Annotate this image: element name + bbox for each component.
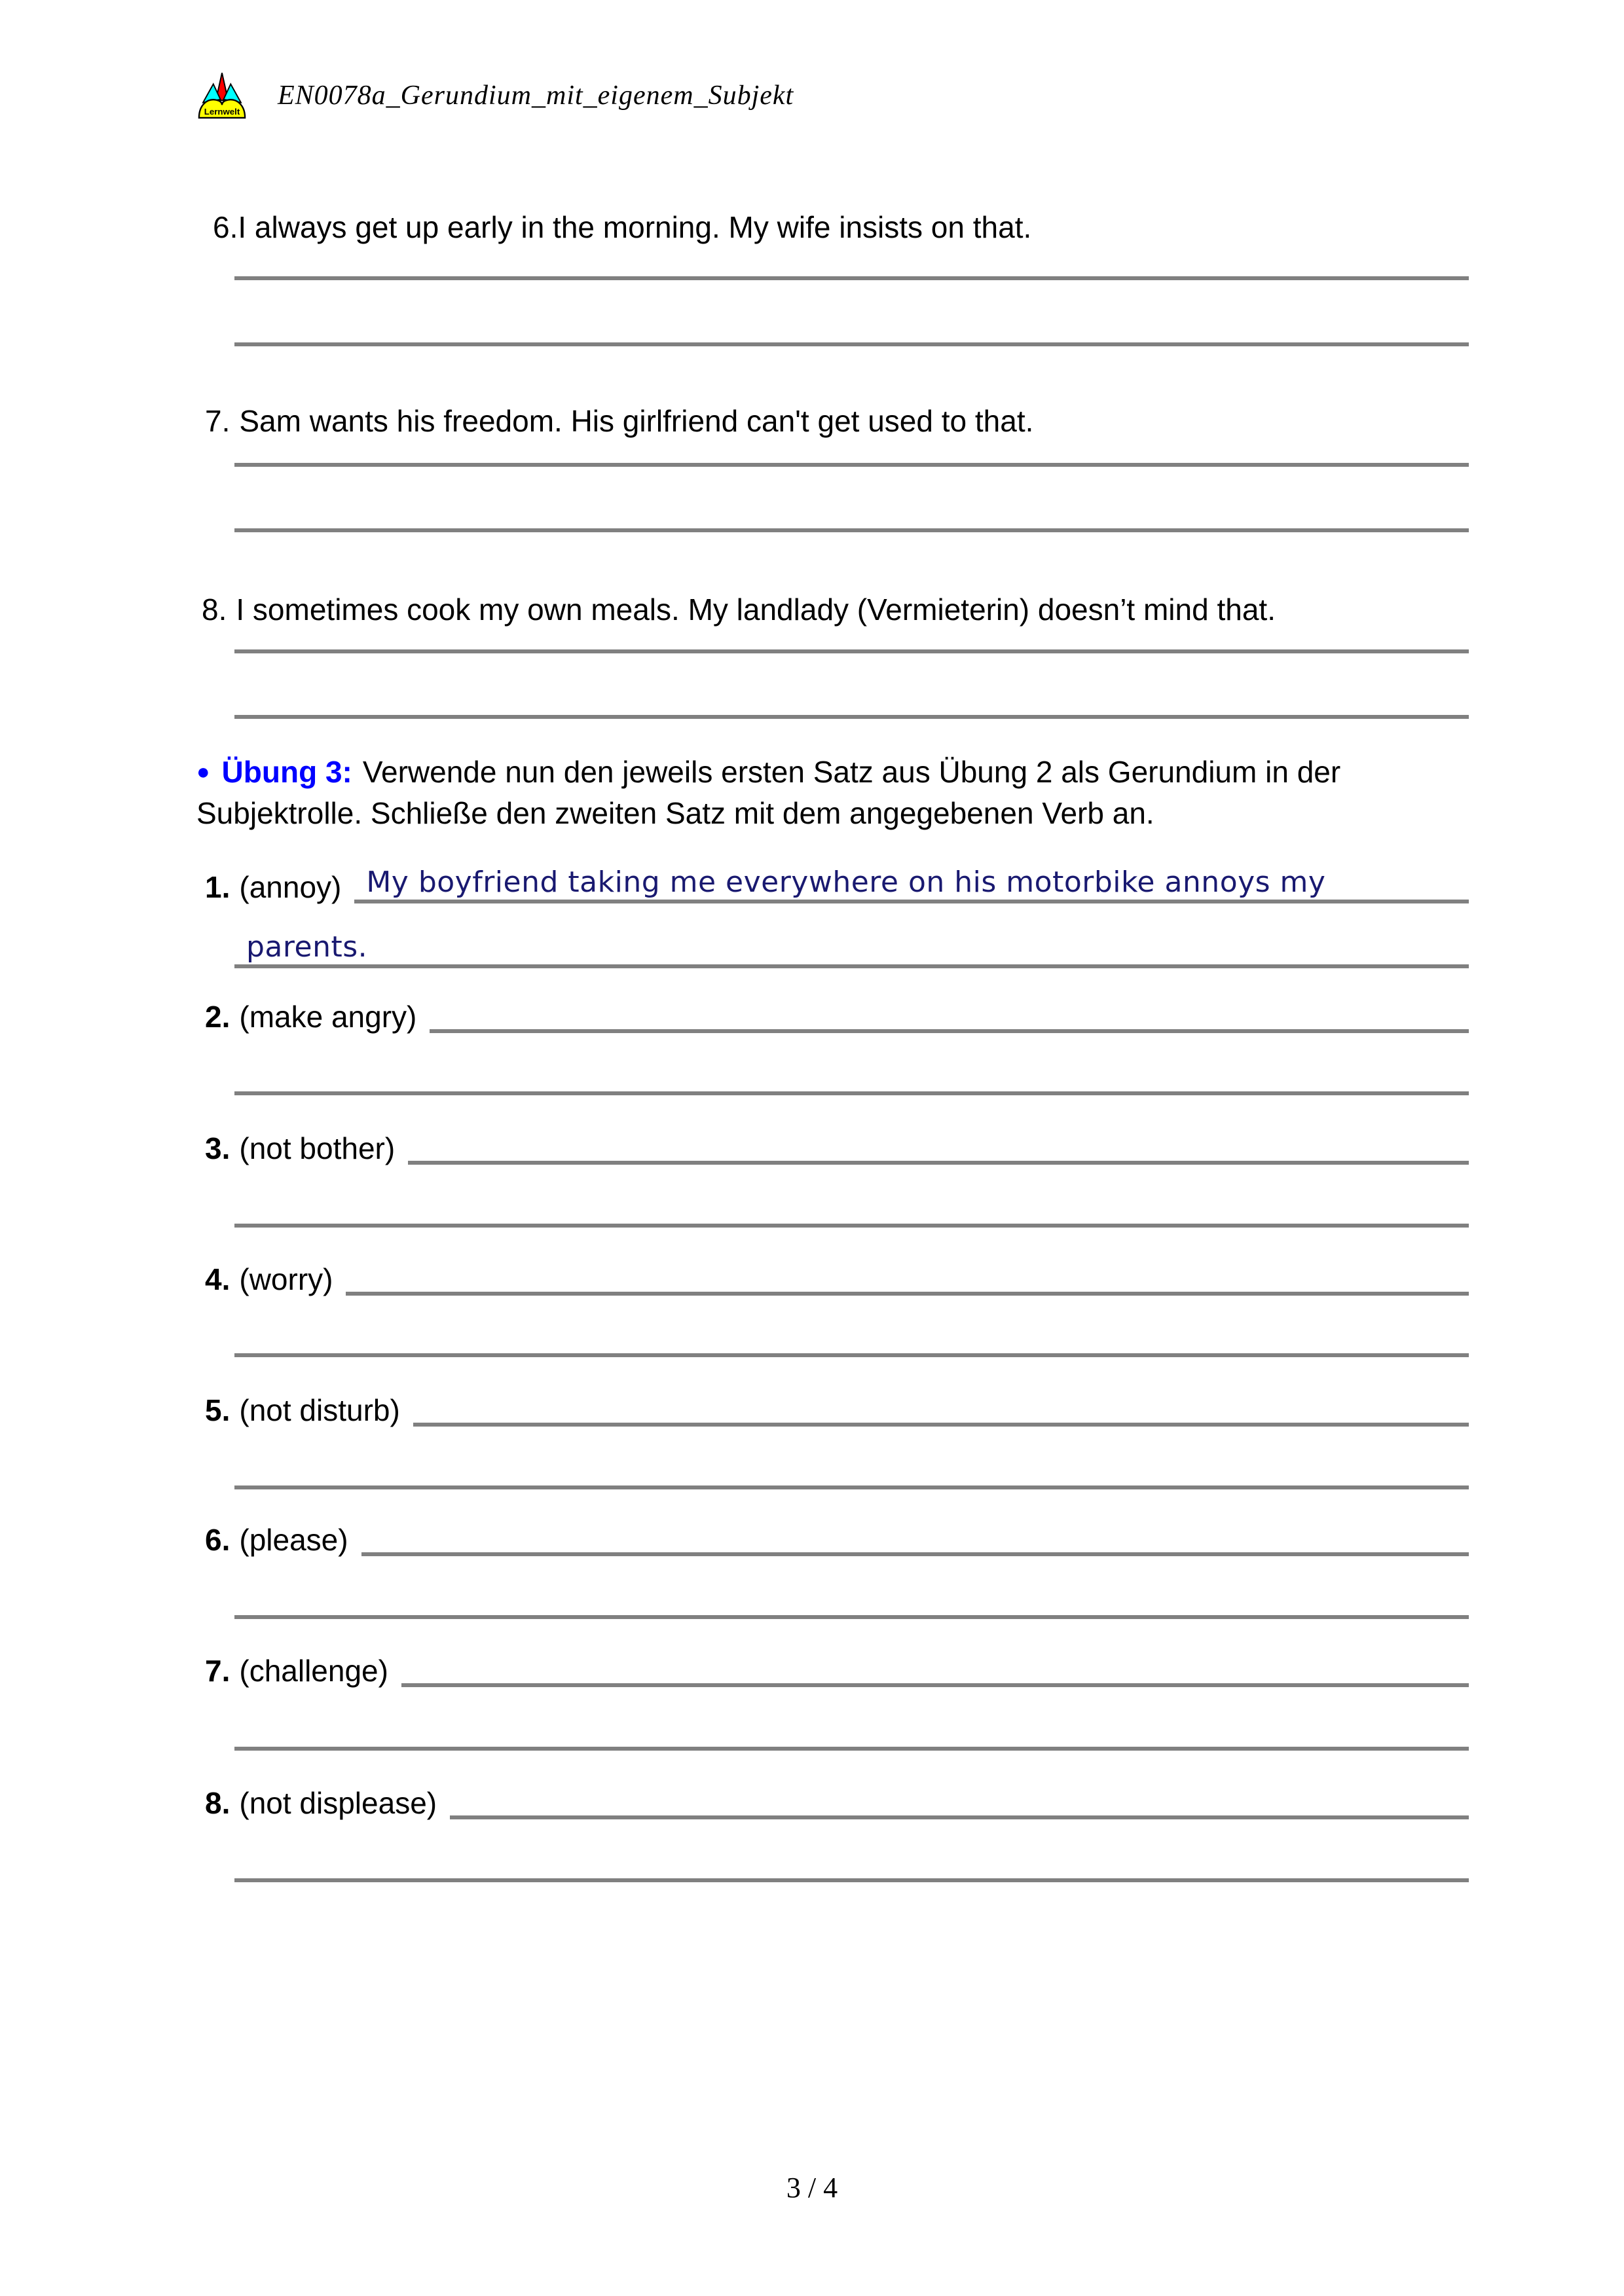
item-verb: (annoy) xyxy=(239,870,342,904)
item-number: 6. xyxy=(205,1523,231,1557)
exercise3-item-5 xyxy=(205,1394,1469,1427)
exercise3-item-3 xyxy=(205,1132,1469,1165)
item-label xyxy=(205,1523,348,1556)
answer-line xyxy=(234,1224,1469,1228)
answer-text: parents. xyxy=(246,930,368,964)
answer-line xyxy=(234,922,1469,968)
answer-line xyxy=(361,1516,1469,1556)
answer-line xyxy=(234,1878,1469,1882)
item-number: 5. xyxy=(205,1393,231,1427)
sentence-number: 8. xyxy=(202,592,227,627)
page-number: 3 / 4 xyxy=(786,2172,838,2204)
item-number: 7. xyxy=(205,1654,231,1688)
exercise3-item-7 xyxy=(205,1654,1469,1687)
item-verb: (not displease) xyxy=(239,1786,437,1820)
bullet-icon: ● xyxy=(196,759,210,784)
sentence-text: Sam wants his freedom. His girlfriend can't get used to that. xyxy=(239,404,1034,438)
answer-line xyxy=(430,993,1469,1033)
answer-line xyxy=(234,528,1469,532)
item-number: 3. xyxy=(205,1131,231,1165)
answer-line xyxy=(413,1386,1469,1427)
exercise3-item-1 xyxy=(205,866,1469,904)
answer-line xyxy=(234,649,1469,653)
item-verb: (not bother) xyxy=(239,1131,396,1165)
exercise3-instructions: Verwende nun den jeweils ersten Satz aus Übung 2 als Gerundium in der Subjektrolle. Schließe den zweiten Satz mit dem angegebenen Verb an. xyxy=(196,755,1341,830)
answer-line xyxy=(354,863,1469,903)
sentence-number: 6. xyxy=(213,210,238,244)
item-verb: (not disturb) xyxy=(239,1393,400,1427)
exercise3-item-4 xyxy=(205,1263,1469,1296)
answer-line xyxy=(450,1779,1469,1819)
item-label xyxy=(205,1000,416,1033)
exercise2-sentence-8 xyxy=(202,591,1276,629)
item-number: 4. xyxy=(205,1262,231,1296)
lernwelt-logo-icon xyxy=(196,71,248,120)
answer-line xyxy=(234,1353,1469,1357)
answer-line xyxy=(408,1124,1469,1165)
exercise2-sentence-7 xyxy=(205,402,1033,440)
item-number: 2. xyxy=(205,1000,231,1034)
exercise2-sentence-6 xyxy=(213,208,1031,246)
answer-line xyxy=(234,1615,1469,1619)
logo-text: Lernwelt xyxy=(204,107,240,117)
answer-line xyxy=(234,342,1469,346)
item-label xyxy=(205,1132,395,1165)
sentence-text: I sometimes cook my own meals. My landlady (Vermieterin) doesn’t mind that. xyxy=(236,592,1276,627)
answer-line xyxy=(234,463,1469,467)
exercise3-item-6 xyxy=(205,1523,1469,1556)
item-verb: (make angry) xyxy=(239,1000,417,1034)
answer-line xyxy=(234,715,1469,719)
exercise3-title: Übung 3: xyxy=(221,755,352,789)
exercise3-item-2 xyxy=(205,1000,1469,1033)
item-label xyxy=(205,1654,388,1687)
document-title: EN0078a_Gerundium_mit_eigenem_Subjekt xyxy=(278,81,794,111)
sentence-text: I always get up early in the morning. My wife insists on that. xyxy=(238,210,1032,244)
item-number: 1. xyxy=(205,870,231,904)
exercise3-heading xyxy=(196,752,1467,834)
answer-line xyxy=(234,1747,1469,1751)
answer-line xyxy=(401,1647,1469,1687)
answer-line xyxy=(346,1255,1469,1296)
item-verb: (please) xyxy=(239,1523,348,1557)
answer-line xyxy=(234,276,1469,280)
exercise3-item-8 xyxy=(205,1787,1469,1819)
sentence-number: 7. xyxy=(205,404,231,438)
answer-line xyxy=(234,1091,1469,1095)
item-number: 8. xyxy=(205,1786,231,1820)
answer-line xyxy=(234,1485,1469,1489)
item-label xyxy=(205,1263,333,1296)
item-label xyxy=(205,1787,437,1819)
item-label xyxy=(205,1394,400,1427)
header xyxy=(196,71,794,120)
item-verb: (challenge) xyxy=(239,1654,388,1688)
item-label xyxy=(205,871,341,903)
item-verb: (worry) xyxy=(239,1262,333,1296)
answer-text: My boyfriend taking me everywhere on his motorbike annoys my xyxy=(366,866,1326,899)
